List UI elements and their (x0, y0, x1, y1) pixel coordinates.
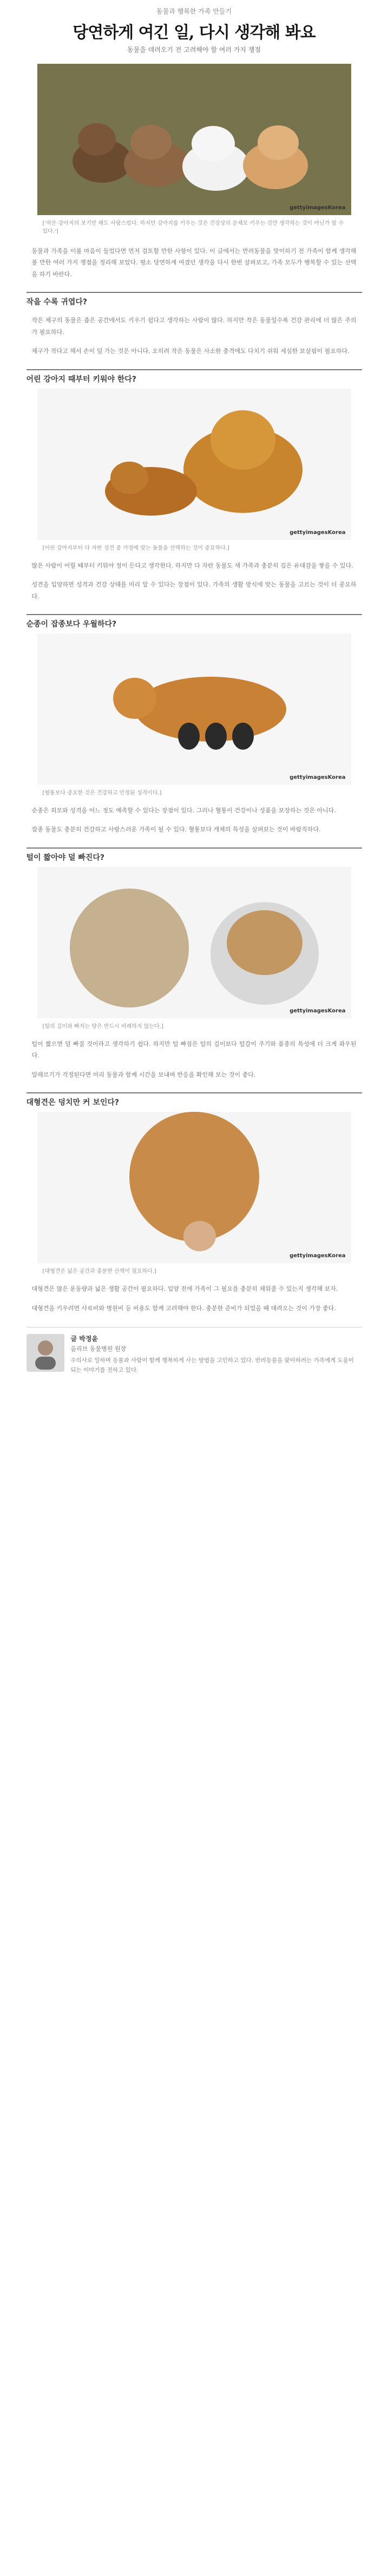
section-1 (27, 292, 362, 357)
two-dogs-photo (37, 867, 351, 1018)
figure-big-and-small (37, 1112, 351, 1276)
figure-caption: [털의 길이와 빠지는 양은 반드시 비례하지 않는다.] (42, 1023, 163, 1030)
section-divider (27, 1092, 362, 1107)
section-title: 작을 수록 귀엽다? (26, 298, 88, 307)
photo-watermark: gettyimagesKorea (290, 205, 346, 211)
photo-watermark: gettyimagesKorea (290, 774, 346, 780)
hero-figure (37, 64, 351, 236)
section-title: 순종이 잡종보다 우월하다? (26, 619, 117, 629)
section-divider (27, 847, 362, 863)
author-role: 올리브 동물병원 원장 (70, 1345, 127, 1352)
golden-photo (37, 389, 351, 540)
section-divider (27, 614, 362, 629)
figure-caption: [혈통보다 중요한 것은 건강하고 안정된 성격이다.] (42, 790, 162, 796)
avatar-icon (27, 1334, 64, 1372)
article-subtitle: 동물을 데려오기 전 고려해야 할 여러 가지 쟁점 (127, 46, 261, 54)
big-small-photo (37, 1112, 351, 1263)
figure-afghan-and-bulldog (37, 867, 351, 1031)
author-box (27, 1327, 362, 1376)
nursing-illustration (37, 633, 351, 785)
photo-watermark: gettyimagesKorea (290, 1253, 346, 1259)
section-paragraph: 대형견은 많은 운동량과 넓은 생활 공간이 필요하다. 입양 전에 가족이 그 필요를 충분히 채워줄 수 있는지 생각해 보자. (31, 1285, 338, 1293)
section-paragraph: 많은 사람이 어릴 때부터 키워야 정이 든다고 생각한다. 하지만 다 자란 동물도 새 가족과 충분히 깊은 유대감을 쌓을 수 있다. (31, 562, 353, 569)
big-small-illustration (37, 1112, 351, 1263)
hero-caption: ['작은 강아지의 보기만 해도 사랑스럽다. 하지만 강아지를 키우는 것은 건강상의 문제로 키우는 것만 생각하는 것이 아닌가 할 수 있다.'] (42, 221, 344, 235)
photo-watermark: gettyimagesKorea (290, 529, 346, 536)
article-title: 당연하게 여긴 일, 다시 생각해 봐요 (73, 23, 315, 42)
author-name: 글 박정윤 (70, 1335, 98, 1343)
section-4 (27, 847, 362, 1080)
section-paragraph: 털이 짧으면 덜 빠질 것이라고 생각하기 쉽다. 하지만 털 빠짐은 털의 길이보다 털갈이 주기와 품종의 특성에 더 크게 좌우된다. (31, 1040, 357, 1059)
figure-caption: [어린 강아지부터 다 자란 성견 중 가정에 맞는 동물을 선택하는 것이 중요하다.] (42, 545, 229, 551)
section-paragraph: 성견을 입양하면 성격과 건강 상태를 미리 알 수 있다는 장점이 있다. 가족의 생활 방식에 맞는 동물을 고르는 것이 더 중요하다. (31, 581, 357, 600)
author-bio: 수의사로 일하며 동물과 사람이 함께 행복하게 사는 방법을 고민하고 있다. 반려동물을 맞이하려는 가족에게 도움이 되는 이야기를 전하고 있다. (70, 1357, 354, 1373)
section-paragraph: 순종은 외모와 성격을 어느 정도 예측할 수 있다는 장점이 있다. 그러나 혈통이 건강이나 성품을 보장하는 것은 아니다. (31, 806, 336, 814)
puppies-illustration (37, 64, 351, 215)
puppies-photo (37, 64, 351, 215)
figure-mother-and-pups (37, 633, 351, 797)
section-2 (27, 369, 362, 602)
section-paragraph: 대형견을 키우려면 사료비와 병원비 등 비용도 함께 고려해야 한다. 충분한 준비가 되었을 때 데려오는 것이 가장 좋다. (31, 1304, 336, 1312)
author-avatar (27, 1334, 64, 1372)
two-dogs-illustration (37, 867, 351, 1018)
section-paragraph: 작은 체구의 동물은 좁은 공간에서도 키우기 쉽다고 생각하는 사람이 많다. 하지만 작은 동물일수록 건강 관리에 더 많은 주의가 필요하다. (31, 317, 357, 336)
section-divider (27, 292, 362, 307)
section-5 (27, 1092, 362, 1314)
section-paragraph: 잡종 동물도 충분히 건강하고 사랑스러운 가족이 될 수 있다. 혈통보다 개체의 특성을 살펴보는 것이 바람직하다. (31, 826, 321, 833)
section-title: 대형견은 덩치만 커 보인다? (26, 1098, 120, 1107)
section-divider (27, 369, 362, 384)
golden-illustration (37, 389, 351, 540)
article-kicker: 동물과 행복한 가족 만들기 (156, 8, 232, 15)
section-title: 어린 강아지 때부터 키워야 한다? (26, 375, 136, 384)
photo-watermark: gettyimagesKorea (290, 1007, 346, 1014)
section-title: 털이 짧아야 덜 빠진다? (26, 853, 104, 862)
nursing-photo (37, 633, 351, 785)
section-paragraph: 체구가 작다고 해서 손이 덜 가는 것은 아니다. 오히려 작은 동물은 사소한 충격에도 다치기 쉬워 세심한 보살핌이 필요하다. (31, 348, 350, 355)
author-details (71, 1334, 358, 1376)
bottom-spacer (0, 1376, 388, 1391)
figure-golden-and-puppy (37, 389, 351, 552)
section-paragraph: 알레르기가 걱정된다면 미리 동물과 함께 시간을 보내며 반응을 확인해 보는 것이 좋다. (31, 1071, 256, 1078)
section-3 (27, 614, 362, 836)
figure-caption: [대형견은 넓은 공간과 충분한 산책이 필요하다.] (42, 1269, 156, 1275)
intro-paragraph: 동물과 가족을 이룰 마음이 들었다면 먼저 검토할 만한 사항이 있다. 이 글에서는 반려동물을 맞이하기 전 가족이 함께 생각해볼 만한 여러 가지 쟁점을 정리해 보았다. 평소 당연하게 여겼던 생각을 다시 한번 살펴보고, 가족 모두가 행복할 수 있는 선택을 하기 바란다. (31, 248, 357, 278)
